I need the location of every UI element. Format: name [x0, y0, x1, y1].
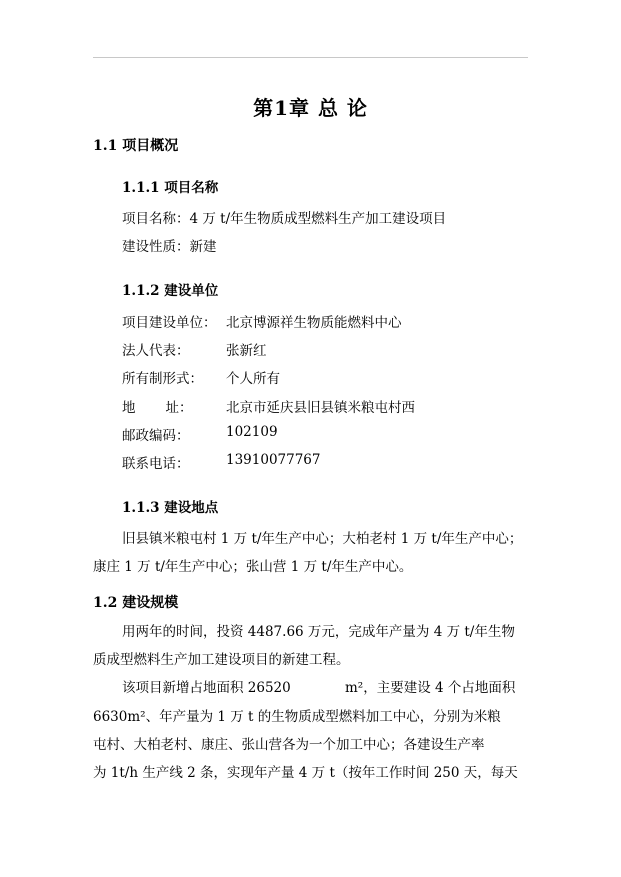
info-value: 个人所有 — [226, 371, 280, 387]
subsection-heading-location: 1.1.3 建设地点 — [122, 500, 219, 516]
section-heading-scale: 1.2 建设规模 — [93, 595, 179, 611]
project-nature-line: 建设性质：新建 — [122, 239, 217, 255]
info-value: 张新红 — [226, 343, 267, 359]
info-value: 13910077767 — [226, 452, 321, 468]
info-value: 北京市延庆县旧县镇米粮屯村西 — [226, 400, 415, 416]
header-rule — [93, 57, 528, 58]
info-label: 法人代表： — [122, 343, 190, 359]
location-line: 旧县镇米粮屯村 1 万 t/年生产中心；大柏老村 1 万 t/年生产中心； — [122, 531, 523, 547]
info-value: 102109 — [226, 424, 278, 440]
info-label: 所有制形式： — [122, 371, 203, 387]
paragraph-line: 6630m²、年产量为 1 万 t 的生物质成型燃料加工中心，分别为米粮 — [93, 709, 501, 725]
paragraph-line: 用两年的时间，投资 4487.66 万元，完成年产量为 4 万 t/年生物 — [122, 624, 515, 640]
section-heading-project-overview: 1.1 项目概况 — [93, 138, 179, 154]
location-line: 康庄 1 万 t/年生产中心；张山营 1 万 t/年生产中心。 — [93, 559, 413, 575]
paragraph-line: 质成型燃料生产加工建设项目的新建工程。 — [93, 652, 350, 668]
info-label: 邮政编码： — [122, 428, 190, 444]
subsection-heading-developer: 1.1.2 建设单位 — [122, 283, 219, 299]
info-label: 地 址： — [122, 400, 193, 416]
paragraph-line: m²，主要建设 4 个占地面积 — [345, 680, 516, 696]
paragraph-line: 该项目新增占地面积 26520 — [122, 680, 291, 696]
paragraph-line: 为 1t/h 生产线 2 条，实现年产量 4 万 t（按年工作时间 250 天，每天 — [93, 765, 518, 781]
info-label: 联系电话： — [122, 456, 190, 472]
info-value: 北京博源祥生物质能燃料中心 — [226, 315, 402, 331]
paragraph-line: 屯村、大柏老村、康庄、张山营各为一个加工中心；各建设生产率 — [93, 737, 485, 753]
chapter-title: 第1章 总 论 — [253, 96, 368, 120]
info-label: 项目建设单位： — [122, 315, 217, 331]
project-name-line: 项目名称：4 万 t/年生物质成型燃料生产加工建设项目 — [122, 211, 447, 227]
subsection-heading-project-name: 1.1.1 项目名称 — [122, 180, 219, 196]
